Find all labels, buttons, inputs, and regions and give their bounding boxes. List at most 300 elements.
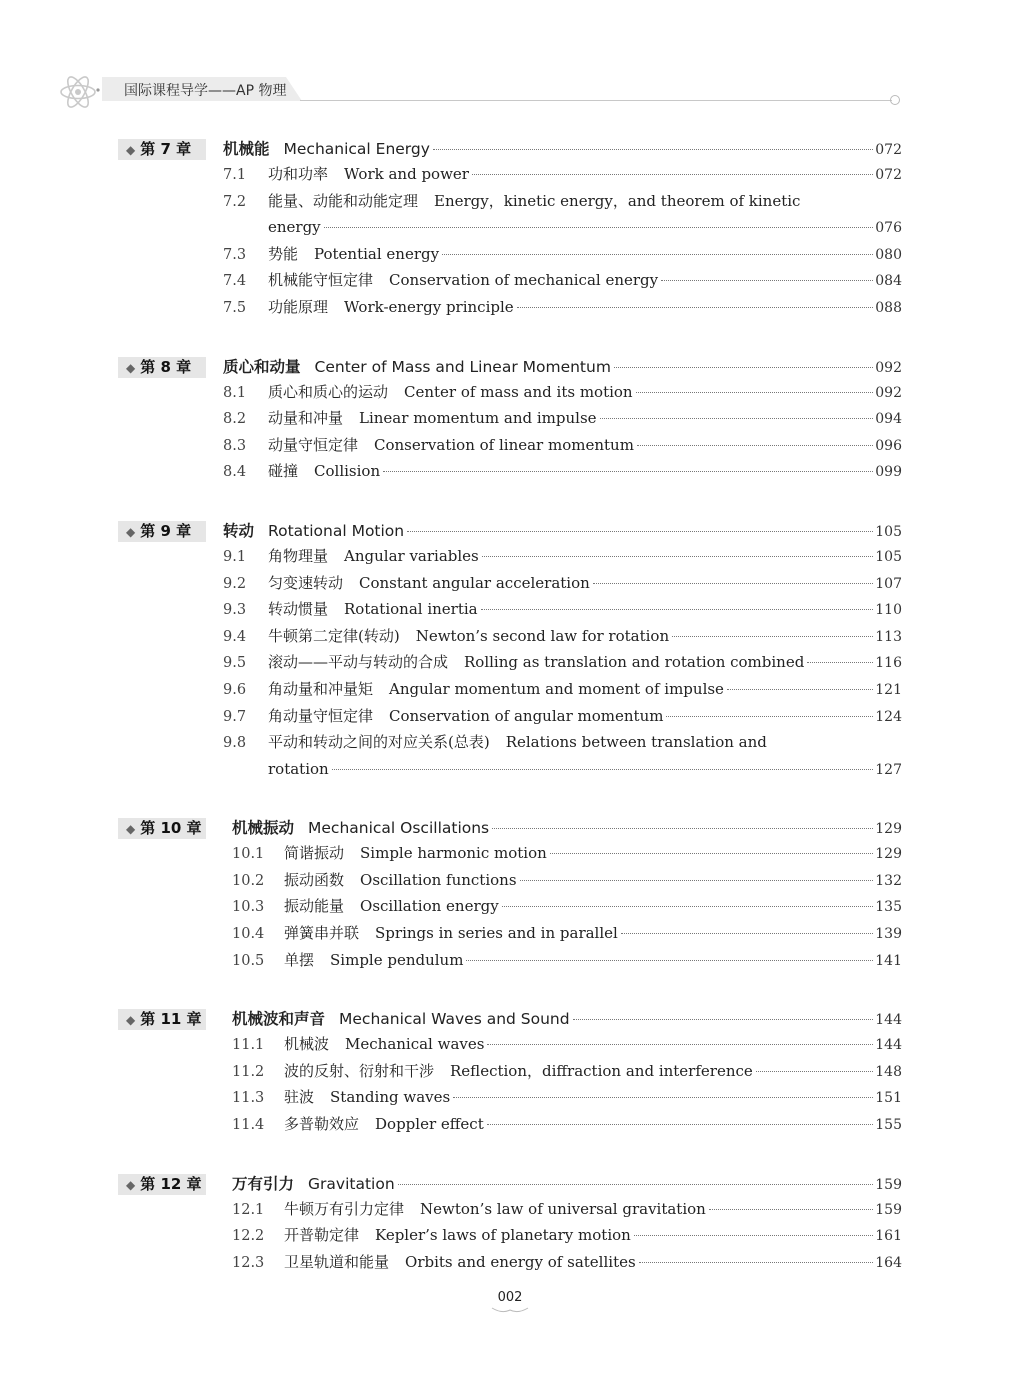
section-title-en: Conservation of linear momentum — [374, 435, 634, 454]
section-title — [284, 1112, 902, 1139]
section-title-zh: 功能原理 — [268, 297, 329, 316]
section-title-en: Constant angular acceleration — [359, 573, 590, 592]
toc-entry[interactable] — [118, 571, 902, 598]
chapter-badge — [118, 1009, 206, 1030]
section-row — [223, 459, 902, 486]
toc-entry[interactable] — [118, 921, 902, 948]
toc-entry[interactable] — [118, 1112, 902, 1139]
section-title-zh: 滚动——平动与转动的合成 — [268, 653, 449, 672]
dot-leader — [639, 1262, 874, 1263]
section-number: 10.4 — [232, 926, 265, 943]
section-row — [232, 1085, 902, 1112]
section-number: 9.5 — [223, 655, 247, 672]
section-title — [268, 571, 902, 598]
footer-ornament-icon — [490, 1306, 530, 1314]
section-page-number: 164 — [875, 1254, 902, 1271]
section-row — [232, 868, 902, 895]
toc-entry[interactable] — [118, 162, 902, 189]
section-title-zh: 驻波 — [284, 1088, 315, 1107]
header-ornament-icon — [890, 95, 900, 105]
toc-entry[interactable] — [118, 189, 902, 242]
section-page-number: 096 — [875, 437, 902, 454]
section-row — [232, 1059, 902, 1086]
section-page-number: 132 — [875, 872, 902, 889]
running-header-title: 国际课程导学——AP 物理 — [124, 83, 287, 99]
section-row — [223, 704, 902, 731]
chapter-title — [223, 354, 902, 381]
chapter-title-en: Center of Mass and Linear Momentum — [314, 357, 611, 376]
chapter-badge — [118, 1174, 206, 1195]
section-title — [268, 704, 902, 731]
section-number: 11.2 — [232, 1063, 265, 1080]
chapter-block — [118, 1171, 902, 1277]
diamond-bullet-icon: ◆ — [126, 1013, 136, 1028]
page-footer — [0, 1290, 1020, 1314]
chapter-page-number: 072 — [875, 142, 902, 158]
section-row — [223, 380, 902, 407]
dot-leader — [756, 1071, 874, 1072]
dot-leader — [487, 1044, 873, 1045]
toc-entry[interactable] — [118, 1059, 902, 1086]
chapter-block — [118, 354, 902, 486]
chapter-title-zh: 质心和动量 — [223, 357, 301, 376]
chapter-title — [232, 815, 902, 842]
dot-leader — [453, 1097, 873, 1098]
section-title — [284, 1250, 902, 1277]
section-page-number: 129 — [875, 846, 902, 863]
toc-entry[interactable] — [118, 730, 902, 783]
dot-leader — [636, 392, 874, 393]
section-title-zh: 牛顿万有引力定律 — [284, 1199, 405, 1218]
toc-entry[interactable] — [118, 1085, 902, 1112]
section-number: 7.4 — [223, 273, 247, 290]
section-number: 12.1 — [232, 1201, 265, 1218]
section-row — [223, 650, 902, 677]
section-title-en: Center of mass and its motion — [404, 382, 633, 401]
dot-leader — [550, 853, 873, 854]
diamond-bullet-icon: ◆ — [126, 822, 136, 837]
chapter-title — [223, 518, 902, 545]
section-title-zh: 角物理量 — [268, 546, 329, 565]
section-title-en: Springs in series and in parallel — [375, 924, 618, 943]
section-page-number: 084 — [875, 273, 902, 290]
diamond-bullet-icon: ◆ — [126, 1177, 136, 1192]
section-title — [268, 459, 902, 486]
section-title-en: Kepler’s laws of planetary motion — [375, 1226, 631, 1245]
section-title-en: Conservation of angular momentum — [389, 706, 664, 725]
section-row — [232, 1223, 902, 1250]
dot-leader — [621, 933, 873, 934]
section-title-zh: 振动函数 — [284, 870, 345, 889]
dot-leader — [383, 471, 873, 472]
section-title-zh: 碰撞 — [268, 462, 299, 481]
section-title-zh: 简谐振动 — [284, 844, 345, 863]
section-row — [223, 597, 902, 624]
section-number: 12.3 — [232, 1254, 265, 1271]
dot-leader — [520, 880, 874, 881]
section-row — [232, 948, 902, 975]
chapter-heading[interactable] — [118, 1171, 902, 1197]
section-number: 8.3 — [223, 437, 247, 454]
section-number: 10.2 — [232, 872, 265, 889]
section-title-en: Newton’s second law for rotation — [415, 626, 670, 645]
section-title-en: Work-energy principle — [344, 297, 514, 316]
toc-entry[interactable] — [118, 868, 902, 895]
section-title-en: Energy，kinetic energy，and theorem of kinetic — [434, 191, 801, 210]
chapter-heading[interactable] — [118, 1006, 902, 1032]
section-number: 9.1 — [223, 548, 247, 565]
section-title-zh: 牛顿第二定律(转动) — [268, 626, 400, 645]
toc-entry[interactable] — [118, 948, 902, 975]
chapter-badge — [118, 139, 206, 160]
section-title — [284, 1059, 902, 1086]
atom-logo-icon — [58, 70, 102, 114]
section-title-zh: 功和功率 — [268, 165, 329, 183]
dot-leader — [487, 1124, 874, 1125]
section-title — [284, 1032, 902, 1059]
section-title — [268, 406, 902, 433]
dot-leader — [727, 689, 873, 690]
chapter-title-zh: 机械能 — [223, 140, 270, 158]
chapter-number: 第 8 章 — [140, 357, 192, 376]
dot-leader — [324, 227, 874, 228]
section-page-number: 088 — [875, 299, 902, 316]
table-of-contents — [118, 136, 902, 1276]
chapter-title-en: Mechanical Waves and Sound — [339, 1010, 570, 1029]
chapter-number: 第 7 章 — [140, 140, 192, 158]
dot-leader — [433, 149, 873, 150]
section-title — [268, 162, 902, 189]
toc-entry[interactable] — [118, 704, 902, 731]
section-page-number: 127 — [875, 761, 902, 778]
dot-leader — [672, 636, 873, 637]
section-row — [223, 677, 902, 704]
chapter-page-number: 092 — [875, 359, 902, 376]
section-title-zh: 质心和质心的运动 — [268, 382, 389, 401]
section-title-en: Work and power — [344, 165, 469, 183]
section-title-zh: 角动量和冲量矩 — [268, 679, 374, 698]
section-page-number: 094 — [875, 411, 902, 428]
toc-entry[interactable] — [118, 597, 902, 624]
section-page-number: 159 — [875, 1201, 902, 1218]
chapter-page-number: 144 — [875, 1012, 902, 1029]
section-title-continuation — [268, 757, 902, 784]
section-title-zh: 势能 — [268, 244, 299, 263]
section-title-en: Orbits and energy of satellites — [405, 1252, 636, 1271]
chapter-heading[interactable] — [118, 354, 902, 380]
section-number: 8.2 — [223, 411, 247, 428]
toc-entry[interactable] — [118, 1250, 902, 1277]
section-title-en: Newton’s law of universal gravitation — [420, 1199, 706, 1218]
section-page-number: 080 — [875, 246, 902, 263]
chapter-title — [232, 1171, 902, 1198]
chapter-number: 第 11 章 — [140, 1010, 202, 1029]
section-title — [268, 189, 902, 215]
section-page-number: 105 — [875, 548, 902, 565]
dot-leader — [807, 662, 873, 663]
section-page-number: 155 — [875, 1117, 902, 1134]
section-row — [223, 189, 902, 216]
chapter-badge — [118, 818, 206, 839]
section-title-en: Standing waves — [330, 1088, 451, 1107]
section-title-en: Doppler effect — [375, 1115, 484, 1134]
dot-leader — [709, 1209, 873, 1210]
toc-entry[interactable] — [118, 380, 902, 407]
section-title-en: Conservation of mechanical energy — [389, 271, 659, 290]
dot-leader — [502, 906, 874, 907]
toc-entry[interactable] — [118, 1032, 902, 1059]
dot-leader — [398, 1184, 874, 1185]
dot-leader — [442, 254, 873, 255]
chapter-title-zh: 机械振动 — [232, 819, 295, 838]
page-number: 002 — [497, 1290, 523, 1305]
section-row — [223, 571, 902, 598]
section-page-number: 161 — [875, 1228, 902, 1245]
section-title — [284, 841, 902, 868]
section-title — [268, 433, 902, 460]
chapter-heading[interactable] — [118, 815, 902, 841]
dot-leader — [666, 716, 873, 717]
section-page-number: 092 — [875, 384, 902, 401]
section-title-en: Mechanical waves — [345, 1035, 485, 1054]
section-number: 9.8 — [223, 735, 247, 752]
section-title-zh: 匀变速转动 — [268, 573, 344, 592]
section-title-en: Simple pendulum — [330, 950, 464, 969]
section-title — [284, 1085, 902, 1112]
toc-entry[interactable] — [118, 650, 902, 677]
section-title-en: Angular variables — [344, 546, 479, 565]
section-title — [268, 730, 902, 756]
chapter-badge — [118, 357, 206, 378]
toc-entry[interactable] — [118, 433, 902, 460]
chapter-heading[interactable] — [118, 518, 902, 544]
section-page-number: 076 — [875, 220, 902, 237]
chapter-page-number: 129 — [875, 821, 902, 838]
section-number: 10.5 — [232, 952, 265, 969]
dot-leader — [466, 960, 873, 961]
chapter-page-number: 159 — [875, 1176, 902, 1193]
section-page-number: 099 — [875, 464, 902, 481]
chapter-title-en: Mechanical Energy — [283, 140, 430, 158]
chapter-title-en: Rotational Motion — [268, 521, 405, 540]
chapter-page-number: 105 — [875, 523, 902, 540]
section-number: 7.3 — [223, 246, 247, 263]
section-title-zh: 动量守恒定律 — [268, 435, 359, 454]
section-row — [223, 406, 902, 433]
section-number: 9.4 — [223, 628, 247, 645]
section-title-zh: 弹簧串并联 — [284, 924, 360, 943]
section-page-number: 124 — [875, 708, 902, 725]
chapter-title-zh: 转动 — [223, 521, 255, 540]
dot-leader — [637, 445, 873, 446]
section-title-en: Oscillation functions — [360, 870, 517, 889]
dot-leader — [407, 531, 873, 532]
section-row — [223, 730, 902, 757]
dot-leader — [634, 1235, 873, 1236]
section-title-en: Collision — [314, 462, 381, 481]
section-row — [223, 162, 902, 189]
toc-entry[interactable] — [118, 624, 902, 651]
section-row — [232, 894, 902, 921]
toc-entry[interactable] — [118, 544, 902, 571]
chapter-number: 第 10 章 — [140, 819, 202, 838]
section-page-number: 116 — [875, 655, 902, 672]
section-title — [268, 624, 902, 651]
section-number: 9.2 — [223, 575, 247, 592]
section-title-zh: 开普勒定律 — [284, 1226, 360, 1245]
toc-entry[interactable] — [118, 406, 902, 433]
chapter-title-en: Gravitation — [308, 1174, 395, 1193]
dot-leader — [481, 609, 874, 610]
section-number: 10.3 — [232, 899, 265, 916]
toc-entry[interactable] — [118, 295, 902, 322]
toc-entry[interactable] — [118, 677, 902, 704]
chapter-number: 第 12 章 — [140, 1174, 202, 1193]
toc-entry[interactable] — [118, 459, 902, 486]
section-row — [223, 295, 902, 322]
chapter-block — [118, 815, 902, 974]
section-title-en-continued: rotation — [268, 759, 329, 778]
section-number: 7.5 — [223, 299, 247, 316]
section-row — [232, 1112, 902, 1139]
section-title-en: Oscillation energy — [360, 897, 499, 916]
chapter-badge — [118, 521, 206, 542]
chapter-title-zh: 万有引力 — [232, 1174, 295, 1193]
section-number: 10.1 — [232, 846, 265, 863]
toc-entry[interactable] — [118, 841, 902, 868]
section-number: 11.4 — [232, 1117, 265, 1134]
chapter-title-en: Mechanical Oscillations — [308, 819, 490, 838]
dot-leader — [661, 280, 873, 281]
section-number: 11.3 — [232, 1090, 265, 1107]
page-header — [0, 0, 1020, 120]
chapter-number: 第 9 章 — [140, 521, 192, 540]
section-title-zh: 动量和冲量 — [268, 409, 344, 428]
section-title — [268, 677, 902, 704]
section-page-number: 139 — [875, 926, 902, 943]
toc-entry[interactable] — [118, 1197, 902, 1224]
section-row — [232, 841, 902, 868]
dot-leader — [614, 367, 873, 368]
section-title-zh: 单摆 — [284, 950, 315, 969]
section-title — [268, 544, 902, 571]
section-row — [223, 268, 902, 295]
section-title-en: Angular momentum and moment of impulse — [389, 679, 724, 698]
chapter-heading[interactable] — [118, 136, 902, 162]
section-row — [223, 242, 902, 269]
dot-leader — [593, 583, 873, 584]
section-title-zh: 波的反射、衍射和干涉 — [284, 1061, 435, 1080]
section-title-zh: 能量、动能和动能定理 — [268, 191, 419, 210]
section-page-number: 107 — [875, 575, 902, 592]
header-rule — [300, 100, 892, 101]
section-title-zh: 角动量守恒定律 — [268, 706, 374, 725]
dot-leader — [517, 307, 874, 308]
dot-leader — [573, 1019, 874, 1020]
dot-leader — [332, 769, 874, 770]
section-number: 9.7 — [223, 708, 247, 725]
section-number: 12.2 — [232, 1228, 265, 1245]
section-title — [268, 295, 902, 322]
section-title-en: Potential energy — [314, 244, 440, 263]
section-title-en: Relations between translation and — [505, 733, 767, 752]
section-page-number: 121 — [875, 681, 902, 698]
section-page-number: 148 — [875, 1063, 902, 1080]
chapter-block — [118, 136, 902, 322]
section-number: 9.3 — [223, 602, 247, 619]
section-title — [284, 948, 902, 975]
section-row — [232, 921, 902, 948]
toc-entry[interactable] — [118, 894, 902, 921]
section-page-number: 113 — [875, 628, 902, 645]
section-title — [284, 868, 902, 895]
section-number: 11.1 — [232, 1037, 265, 1054]
diamond-bullet-icon: ◆ — [126, 524, 136, 539]
dot-leader — [600, 418, 874, 419]
section-title-zh: 振动能量 — [284, 897, 345, 916]
section-page-number: 135 — [875, 899, 902, 916]
section-row — [232, 1032, 902, 1059]
chapter-title — [223, 136, 902, 163]
toc-entry[interactable] — [118, 268, 902, 295]
section-title-zh: 机械波 — [284, 1035, 330, 1054]
section-page-number: 072 — [875, 167, 902, 183]
chapter-block — [118, 518, 902, 783]
diamond-bullet-icon: ◆ — [126, 360, 136, 375]
chapter-title — [232, 1006, 902, 1033]
section-number: 9.6 — [223, 681, 247, 698]
section-row — [232, 1250, 902, 1277]
section-number: 7.2 — [223, 193, 247, 210]
section-title-en: Rotational inertia — [344, 600, 478, 619]
chapter-block — [118, 1006, 902, 1138]
section-page-number: 110 — [875, 602, 902, 619]
section-title — [268, 650, 902, 677]
section-title — [268, 380, 902, 407]
section-row — [223, 544, 902, 571]
section-title — [268, 268, 902, 295]
section-number: 8.1 — [223, 384, 247, 401]
section-number: 7.1 — [223, 167, 247, 183]
section-page-number: 144 — [875, 1037, 902, 1054]
section-title-zh: 平动和转动之间的对应关系(总表) — [268, 733, 490, 752]
section-title-en: Linear momentum and impulse — [359, 409, 597, 428]
section-page-number: 141 — [875, 952, 902, 969]
section-title-en: Simple harmonic motion — [360, 844, 547, 863]
section-row — [223, 624, 902, 651]
chapter-title-zh: 机械波和声音 — [232, 1010, 326, 1029]
section-title-en-continued: energy — [268, 218, 321, 237]
section-title — [268, 242, 902, 269]
diamond-bullet-icon: ◆ — [126, 143, 136, 157]
dot-leader — [482, 556, 874, 557]
section-row — [223, 433, 902, 460]
section-row — [232, 1197, 902, 1224]
section-title-en: Reflection，diffraction and interference — [450, 1061, 753, 1080]
section-number: 8.4 — [223, 464, 247, 481]
section-title-continuation — [268, 215, 902, 242]
section-page-number: 151 — [875, 1090, 902, 1107]
section-title — [284, 1197, 902, 1224]
toc-entry[interactable] — [118, 242, 902, 269]
section-title — [284, 921, 902, 948]
section-title-zh: 转动惯量 — [268, 600, 329, 619]
section-title-zh: 多普勒效应 — [284, 1115, 360, 1134]
section-title — [268, 597, 902, 624]
section-title-zh: 卫星轨道和能量 — [284, 1252, 390, 1271]
toc-entry[interactable] — [118, 1223, 902, 1250]
section-title-en: Rolling as translation and rotation combined — [464, 653, 805, 672]
